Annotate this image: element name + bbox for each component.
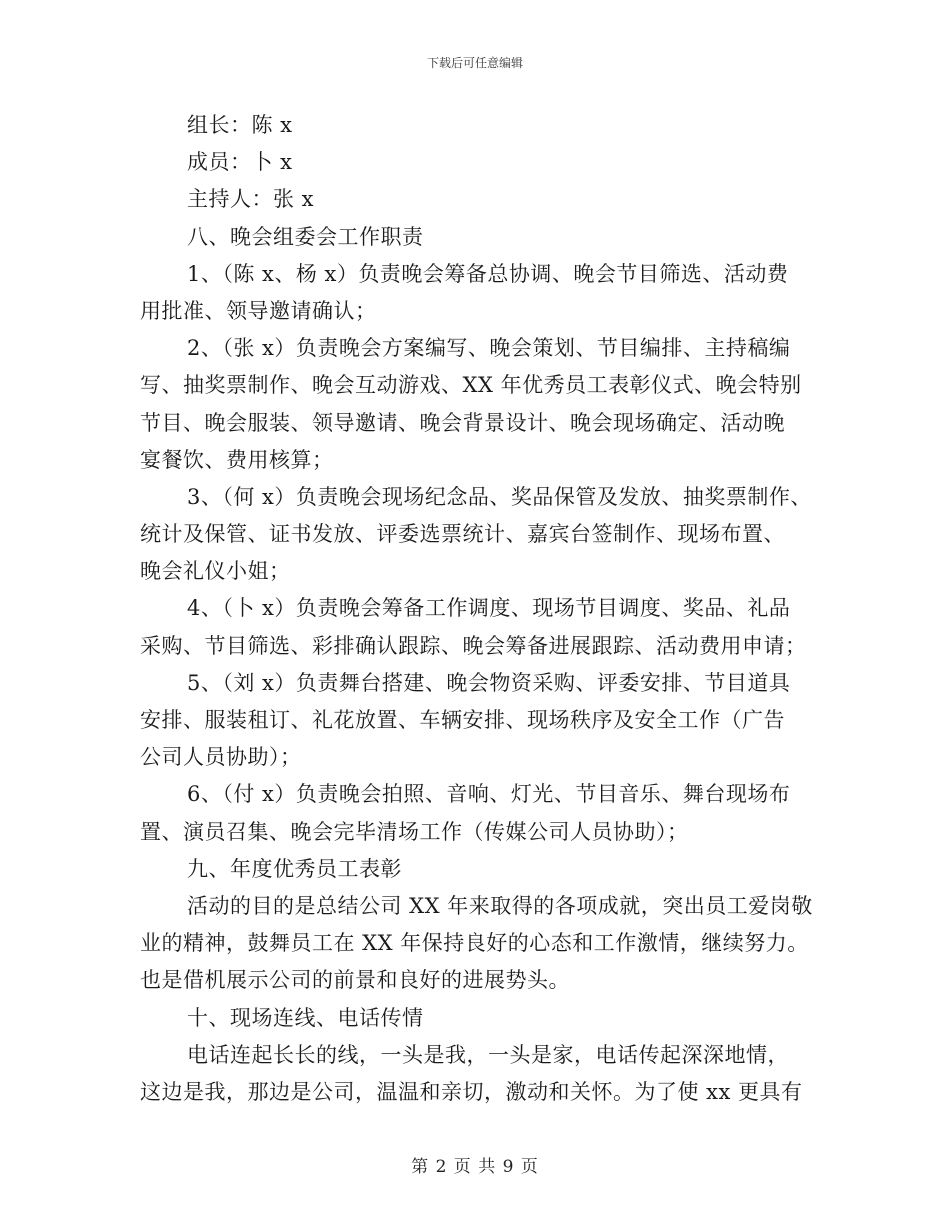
text-line: 活动的目的是总结公司 XX 年来取得的各项成就，突出员工爱岗敬 [187, 893, 813, 918]
text-line: 组长：陈 x [187, 113, 293, 137]
text-line: 写、抽奖票制作、晚会互动游戏、XX 年优秀员工表彰仪式、晚会特别 [140, 373, 802, 398]
text-line: 公司人员协助）； [140, 745, 302, 770]
section-heading: 十、现场连线、电话传情 [187, 1005, 424, 1030]
text-line: 安排、服装租订、礼花放置、车辆安排、现场秩序及安全工作（广告 [140, 708, 785, 732]
text-line: 也是借机展示公司的前景和良好的进展势头。 [140, 968, 570, 993]
text-line: 1、（陈 x、杨 x）负责晚会筹备总协调、晚会节目筛选、活动费 [187, 261, 789, 286]
text-line: 电话连起长长的线，一头是我，一头是家，电话传起深深地情， [187, 1042, 789, 1067]
page-number: 第 2 页 共 9 页 [411, 1157, 539, 1177]
text-line: 5、（刘 x）负责舞台搭建、晚会物资采购、评委安排、节目道具 [187, 670, 791, 695]
text-line: 业的精神，鼓舞员工在 XX 年保持良好的心态和工作激情，继续努力。 [140, 931, 809, 956]
text-line: 节目、晚会服装、领导邀请、晚会背景设计、晚会现场确定、活动晚 [140, 410, 785, 435]
text-line: 2、（张 x）负责晚会方案编写、晚会策划、节目编排、主持稿编 [187, 336, 791, 361]
header-note: 下载后可任意编辑 [426, 56, 523, 70]
document-body [140, 107, 815, 1111]
section-heading: 九、年度优秀员工表彰 [187, 856, 402, 881]
text-line: 统计及保管、证书发放、评委选票统计、嘉宾台签制作、现场布置、 [140, 522, 785, 547]
text-line: 6、（付 x）负责晚会拍照、音响、灯光、节目音乐、舞台现场布 [187, 782, 791, 807]
text-line: 4、（卜 x）负责晚会筹备工作调度、现场节目调度、奖品、礼品 [187, 596, 791, 621]
text-line: 3、（何 x）负责晚会现场纪念品、奖品保管及发放、抽奖票制作、 [187, 484, 812, 509]
text-line: 采购、节目筛选、彩排确认跟踪、晚会筹备进展跟踪、活动费用申请； [140, 633, 807, 658]
text-line: 主持人：张 x [187, 187, 315, 212]
text-line: 晚会礼仪小姐； [140, 559, 291, 584]
text-line: 用批准、领导邀请确认； [140, 298, 377, 323]
section-heading: 八、晚会组委会工作职责 [187, 224, 424, 249]
text-line: 置、演员召集、晚会完毕清场工作（传媒公司人员协助）； [140, 819, 689, 844]
text-line: 成员：卜 x [187, 150, 293, 175]
text-line: 这边是我，那边是公司，温温和亲切，激动和关怀。为了使 xx 更具有 [140, 1079, 803, 1104]
text-line: 宴餐饮、费用核算； [140, 447, 334, 472]
